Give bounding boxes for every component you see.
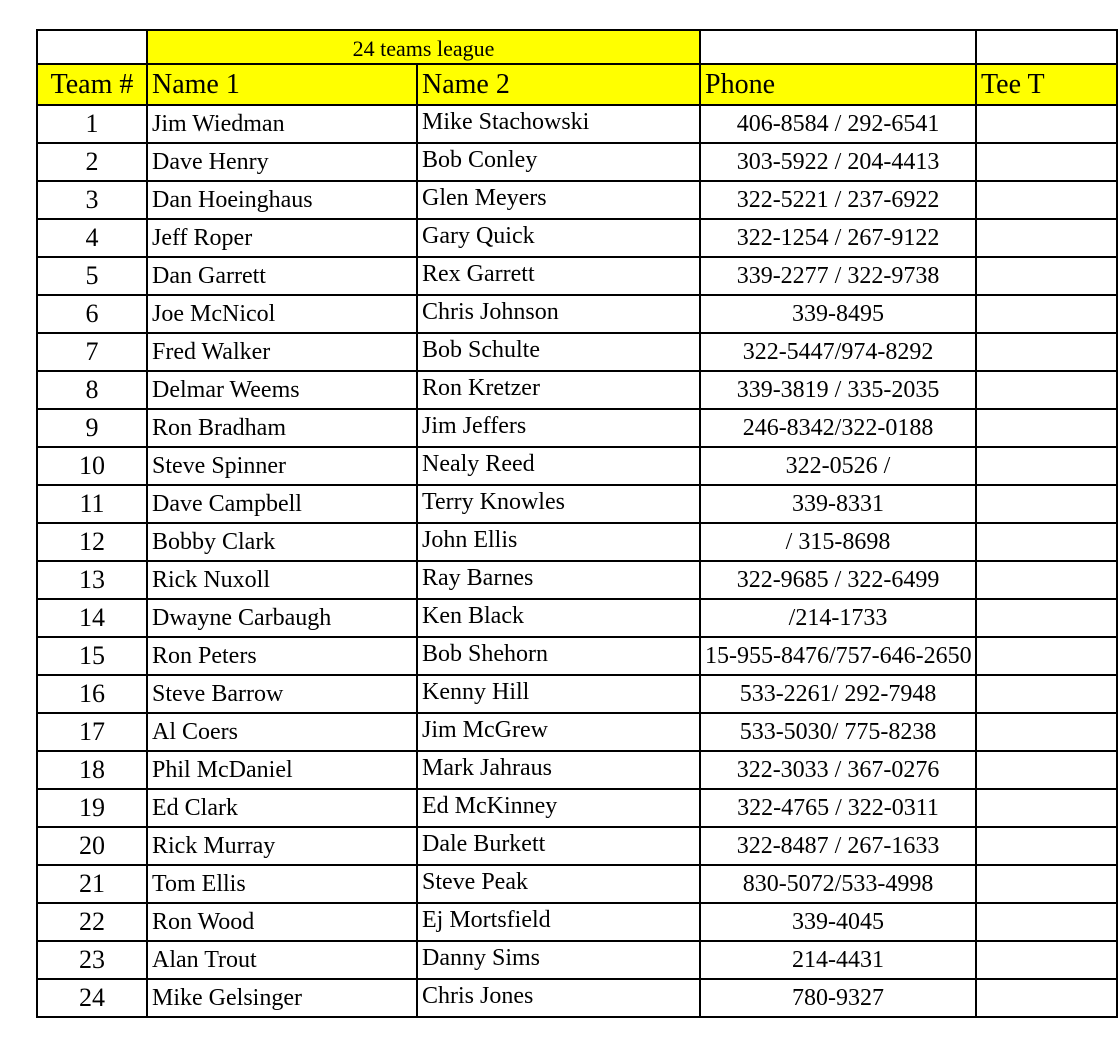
- table-row: [37, 941, 1117, 979]
- name-1-cell[interactable]: Rick Murray: [147, 827, 417, 865]
- header-name-2[interactable]: Name 2: [417, 64, 700, 105]
- name-2-cell[interactable]: Dale Burkett: [417, 827, 700, 865]
- tee-time-cell[interactable]: [976, 333, 1117, 371]
- name-1-cell[interactable]: Joe McNicol: [147, 295, 417, 333]
- name-2-cell[interactable]: Kenny Hill: [417, 675, 700, 713]
- name-1-cell[interactable]: Dan Hoeinghaus: [147, 181, 417, 219]
- team-number-cell[interactable]: 13: [37, 561, 147, 599]
- tee-time-cell[interactable]: [976, 105, 1117, 143]
- team-number-cell[interactable]: 14: [37, 599, 147, 637]
- team-number-cell[interactable]: 9: [37, 409, 147, 447]
- name-1-cell[interactable]: Jim Wiedman: [147, 105, 417, 143]
- phone-cell[interactable]: 322-5221 / 237-6922: [700, 181, 976, 219]
- title-row: [37, 30, 1117, 64]
- phone-cell[interactable]: 322-1254 / 267-9122: [700, 219, 976, 257]
- team-number-cell[interactable]: 6: [37, 295, 147, 333]
- team-number-cell[interactable]: 21: [37, 865, 147, 903]
- tee-time-cell[interactable]: [976, 143, 1117, 181]
- phone-cell[interactable]: 322-3033 / 367-0276: [700, 751, 976, 789]
- phone-cell[interactable]: 830-5072/533-4998: [700, 865, 976, 903]
- name-2-cell[interactable]: Ken Black: [417, 599, 700, 637]
- table-row: [37, 751, 1117, 789]
- name-1-cell[interactable]: Bobby Clark: [147, 523, 417, 561]
- phone-cell[interactable]: 246-8342/322-0188: [700, 409, 976, 447]
- name-2-cell[interactable]: Mark Jahraus: [417, 751, 700, 789]
- table-row: [37, 903, 1117, 941]
- header-tee-time[interactable]: Tee T: [976, 64, 1117, 105]
- team-number-cell[interactable]: 19: [37, 789, 147, 827]
- tee-time-cell[interactable]: [976, 561, 1117, 599]
- phone-cell[interactable]: 339-4045: [700, 903, 976, 941]
- name-1-cell[interactable]: Dave Henry: [147, 143, 417, 181]
- spreadsheet: [36, 29, 1045, 1018]
- phone-cell[interactable]: 322-9685 / 322-6499: [700, 561, 976, 599]
- table-row: [37, 637, 1117, 675]
- tee-time-cell[interactable]: [976, 599, 1117, 637]
- team-number-cell[interactable]: 23: [37, 941, 147, 979]
- tee-time-cell[interactable]: [976, 409, 1117, 447]
- name-2-cell[interactable]: Glen Meyers: [417, 181, 700, 219]
- phone-cell[interactable]: 322-0526 /: [700, 447, 976, 485]
- name-1-cell[interactable]: Fred Walker: [147, 333, 417, 371]
- phone-cell[interactable]: 533-5030/ 775-8238: [700, 713, 976, 751]
- name-2-cell[interactable]: Nealy Reed: [417, 447, 700, 485]
- tee-time-cell[interactable]: [976, 713, 1117, 751]
- name-2-cell[interactable]: Jim Jeffers: [417, 409, 700, 447]
- table-row: [37, 485, 1117, 523]
- phone-cell[interactable]: 339-3819 / 335-2035: [700, 371, 976, 409]
- league-table: [36, 29, 1118, 1018]
- header-name-1[interactable]: Name 1: [147, 64, 417, 105]
- name-1-cell[interactable]: Tom Ellis: [147, 865, 417, 903]
- team-number-cell[interactable]: 18: [37, 751, 147, 789]
- table-row: [37, 371, 1117, 409]
- team-number-cell[interactable]: 16: [37, 675, 147, 713]
- phone-cell[interactable]: 533-2261/ 292-7948: [700, 675, 976, 713]
- tee-time-cell[interactable]: [976, 485, 1117, 523]
- table-row: [37, 181, 1117, 219]
- name-1-cell[interactable]: Ron Bradham: [147, 409, 417, 447]
- name-2-cell[interactable]: Danny Sims: [417, 941, 700, 979]
- phone-cell[interactable]: 339-8495: [700, 295, 976, 333]
- table-row: [37, 143, 1117, 181]
- name-1-cell[interactable]: Al Coers: [147, 713, 417, 751]
- phone-cell[interactable]: /214-1733: [700, 599, 976, 637]
- name-2-cell[interactable]: Rex Garrett: [417, 257, 700, 295]
- name-2-cell[interactable]: Steve Peak: [417, 865, 700, 903]
- blank-cell[interactable]: [700, 30, 976, 64]
- blank-cell[interactable]: [37, 30, 147, 64]
- phone-cell[interactable]: 322-8487 / 267-1633: [700, 827, 976, 865]
- phone-cell[interactable]: 339-2277 / 322-9738: [700, 257, 976, 295]
- table-row: [37, 409, 1117, 447]
- name-1-cell[interactable]: Jeff Roper: [147, 219, 417, 257]
- name-2-cell[interactable]: Bob Shehorn: [417, 637, 700, 675]
- name-1-cell[interactable]: Dan Garrett: [147, 257, 417, 295]
- tee-time-cell[interactable]: [976, 295, 1117, 333]
- team-number-cell[interactable]: 15: [37, 637, 147, 675]
- team-number-cell[interactable]: 10: [37, 447, 147, 485]
- table-row: [37, 257, 1117, 295]
- header-team-number[interactable]: Team #: [37, 64, 147, 105]
- team-number-cell[interactable]: 24: [37, 979, 147, 1017]
- team-number-cell[interactable]: 11: [37, 485, 147, 523]
- name-1-cell[interactable]: Dave Campbell: [147, 485, 417, 523]
- team-number-cell[interactable]: 7: [37, 333, 147, 371]
- header-row: [37, 64, 1117, 105]
- tee-time-cell[interactable]: [976, 447, 1117, 485]
- tee-time-cell[interactable]: [976, 637, 1117, 675]
- tee-time-cell[interactable]: [976, 751, 1117, 789]
- header-phone[interactable]: Phone: [700, 64, 976, 105]
- phone-cell[interactable]: / 315-8698: [700, 523, 976, 561]
- name-1-cell[interactable]: Phil McDaniel: [147, 751, 417, 789]
- table-row: [37, 713, 1117, 751]
- team-number-cell[interactable]: 22: [37, 903, 147, 941]
- phone-cell[interactable]: 303-5922 / 204-4413: [700, 143, 976, 181]
- tee-time-cell[interactable]: [976, 181, 1117, 219]
- team-number-cell[interactable]: 2: [37, 143, 147, 181]
- table-row: [37, 295, 1117, 333]
- name-2-cell[interactable]: John Ellis: [417, 523, 700, 561]
- tee-time-cell[interactable]: [976, 219, 1117, 257]
- name-1-cell[interactable]: Rick Nuxoll: [147, 561, 417, 599]
- name-1-cell[interactable]: Mike Gelsinger: [147, 979, 417, 1017]
- table-row: [37, 219, 1117, 257]
- name-2-cell[interactable]: Ej Mortsfield: [417, 903, 700, 941]
- team-number-cell[interactable]: 8: [37, 371, 147, 409]
- phone-cell[interactable]: 15-955-8476/757-646-2650: [700, 637, 976, 675]
- tee-time-cell[interactable]: [976, 257, 1117, 295]
- tee-time-cell[interactable]: [976, 941, 1117, 979]
- tee-time-cell[interactable]: [976, 865, 1117, 903]
- team-number-cell[interactable]: 17: [37, 713, 147, 751]
- tee-time-cell[interactable]: [976, 789, 1117, 827]
- team-number-cell[interactable]: 3: [37, 181, 147, 219]
- table-row: [37, 333, 1117, 371]
- table-row: [37, 599, 1117, 637]
- name-2-cell[interactable]: Bob Conley: [417, 143, 700, 181]
- table-row: [37, 979, 1117, 1017]
- name-1-cell[interactable]: Alan Trout: [147, 941, 417, 979]
- name-1-cell[interactable]: Dwayne Carbaugh: [147, 599, 417, 637]
- tee-time-cell[interactable]: [976, 523, 1117, 561]
- name-1-cell[interactable]: Ron Peters: [147, 637, 417, 675]
- phone-cell[interactable]: 406-8584 / 292-6541: [700, 105, 976, 143]
- table-row: [37, 447, 1117, 485]
- team-number-cell[interactable]: 5: [37, 257, 147, 295]
- phone-cell[interactable]: 339-8331: [700, 485, 976, 523]
- team-number-cell[interactable]: 12: [37, 523, 147, 561]
- phone-cell[interactable]: 780-9327: [700, 979, 976, 1017]
- name-1-cell[interactable]: Ed Clark: [147, 789, 417, 827]
- phone-cell[interactable]: 322-5447/974-8292: [700, 333, 976, 371]
- tee-time-cell[interactable]: [976, 827, 1117, 865]
- table-row: [37, 561, 1117, 599]
- table-row: [37, 523, 1117, 561]
- phone-cell[interactable]: 214-4431: [700, 941, 976, 979]
- name-1-cell[interactable]: Ron Wood: [147, 903, 417, 941]
- name-2-cell[interactable]: Gary Quick: [417, 219, 700, 257]
- tee-time-cell[interactable]: [976, 675, 1117, 713]
- name-1-cell[interactable]: Steve Barrow: [147, 675, 417, 713]
- tee-time-cell[interactable]: [976, 979, 1117, 1017]
- table-row: [37, 789, 1117, 827]
- name-2-cell[interactable]: Terry Knowles: [417, 485, 700, 523]
- name-2-cell[interactable]: Jim McGrew: [417, 713, 700, 751]
- league-title[interactable]: 24 teams league: [147, 30, 700, 64]
- name-2-cell[interactable]: Chris Johnson: [417, 295, 700, 333]
- team-number-cell[interactable]: 4: [37, 219, 147, 257]
- team-number-cell[interactable]: 1: [37, 105, 147, 143]
- name-2-cell[interactable]: Ed McKinney: [417, 789, 700, 827]
- name-2-cell[interactable]: Ray Barnes: [417, 561, 700, 599]
- tee-time-cell[interactable]: [976, 371, 1117, 409]
- tee-time-cell[interactable]: [976, 903, 1117, 941]
- phone-cell[interactable]: 322-4765 / 322-0311: [700, 789, 976, 827]
- name-2-cell[interactable]: Chris Jones: [417, 979, 700, 1017]
- name-2-cell[interactable]: Mike Stachowski: [417, 105, 700, 143]
- team-number-cell[interactable]: 20: [37, 827, 147, 865]
- table-row: [37, 865, 1117, 903]
- table-row: [37, 827, 1117, 865]
- blank-cell[interactable]: [976, 30, 1117, 64]
- name-1-cell[interactable]: Delmar Weems: [147, 371, 417, 409]
- name-2-cell[interactable]: Bob Schulte: [417, 333, 700, 371]
- table-row: [37, 675, 1117, 713]
- name-1-cell[interactable]: Steve Spinner: [147, 447, 417, 485]
- table-row: [37, 105, 1117, 143]
- name-2-cell[interactable]: Ron Kretzer: [417, 371, 700, 409]
